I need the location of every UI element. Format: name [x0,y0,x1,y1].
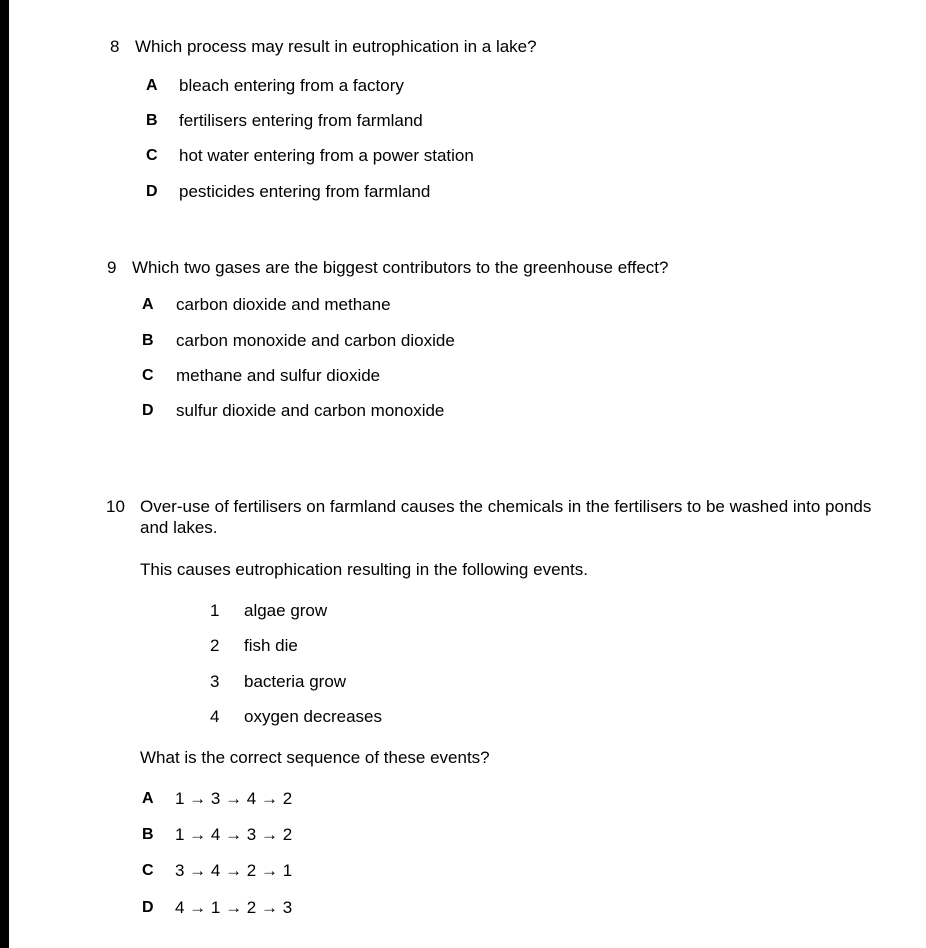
option-text: 3 → 4 → 2 → 1 [175,861,293,880]
option-text: hot water entering from a power station [179,146,474,165]
option-letter: D [142,899,154,916]
option-letter: C [146,147,158,164]
option-text: bleach entering from a factory [179,76,404,95]
option-text: sulfur dioxide and carbon monoxide [176,401,445,420]
option-text: 1 → 3 → 4 → 2 [175,789,293,808]
question-stem-line-1: Over-use of fertilisers on farmland causes the chemicals in the fertilisers to be washed into ponds [140,497,872,516]
event-text: algae grow [244,601,328,620]
question-prompt: What is the correct sequence of these events? [140,748,490,767]
question-stem: Which two gases are the biggest contributors to the greenhouse effect? [132,258,669,277]
event-number: 4 [210,707,220,726]
option-text: 4 → 1 → 2 → 3 [175,898,293,917]
question-number: 9 [107,258,117,277]
event-number: 3 [210,672,220,691]
event-number: 2 [210,636,220,655]
option-letter: A [146,77,158,94]
event-text: bacteria grow [244,672,347,691]
event-number: 1 [210,601,220,620]
option-text: methane and sulfur dioxide [176,366,381,385]
option-letter: D [142,402,154,419]
question-stem-line-2: and lakes. [140,518,218,537]
option-letter: B [142,826,154,843]
option-text: pesticides entering from farmland [179,182,431,201]
option-letter: A [142,790,154,807]
option-letter: C [142,367,154,384]
exam-page [9,0,926,948]
option-text: carbon dioxide and methane [176,295,391,314]
event-text: oxygen decreases [244,707,382,726]
question-number: 8 [110,37,120,56]
option-letter: B [146,112,158,129]
event-text: fish die [244,636,298,655]
option-letter: B [142,332,154,349]
option-text: 1 → 4 → 3 → 2 [175,825,293,844]
question-intro: This causes eutrophication resulting in the following events. [140,560,588,579]
option-text: fertilisers entering from farmland [179,111,423,130]
option-text: carbon monoxide and carbon dioxide [176,331,455,350]
option-letter: A [142,296,154,313]
option-letter: C [142,862,154,879]
question-number: 10 [106,497,125,516]
question-stem: Which process may result in eutrophication in a lake? [135,37,537,56]
option-letter: D [146,183,158,200]
